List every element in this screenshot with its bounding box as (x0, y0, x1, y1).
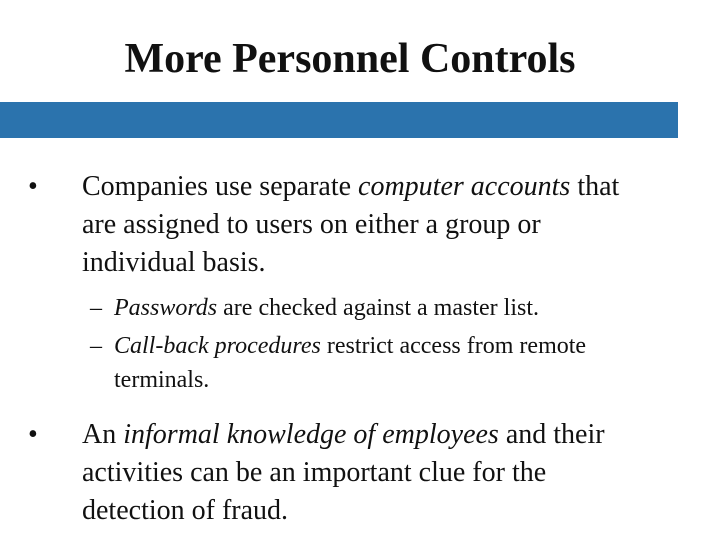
bullet-text-start: An (82, 419, 124, 450)
bullet-marker: • (28, 419, 38, 450)
bullet-marker: • (28, 171, 38, 202)
slide-content (0, 168, 720, 530)
dash-marker: – (90, 295, 102, 321)
bullet-item (0, 168, 652, 282)
sub-bullet-text: restrict access from remote terminals. (114, 333, 587, 393)
dash-marker: – (90, 333, 102, 359)
slide-title: More Personnel Controls (124, 36, 576, 82)
bullet-emphasis: computer accounts (358, 171, 571, 202)
sub-bullet-item (0, 291, 634, 325)
sub-bullet-text: are checked against a master list. (217, 295, 539, 321)
sub-bullet-item (0, 329, 634, 397)
title-accent-bar (0, 102, 678, 138)
sub-bullet-emphasis: Passwords (114, 295, 218, 321)
bullet-emphasis: informal knowledge of employees (123, 419, 499, 450)
bullet-text-end: that are assigned to users on either a group or individual basis. (82, 171, 620, 278)
bullet-text-start: Companies use separate (82, 171, 359, 202)
bullet-text-end: and their activities can be an important clue for the detection of fraud. (82, 419, 605, 526)
bullet-item (0, 416, 652, 530)
sub-bullet-emphasis: Call-back procedures (114, 333, 321, 359)
